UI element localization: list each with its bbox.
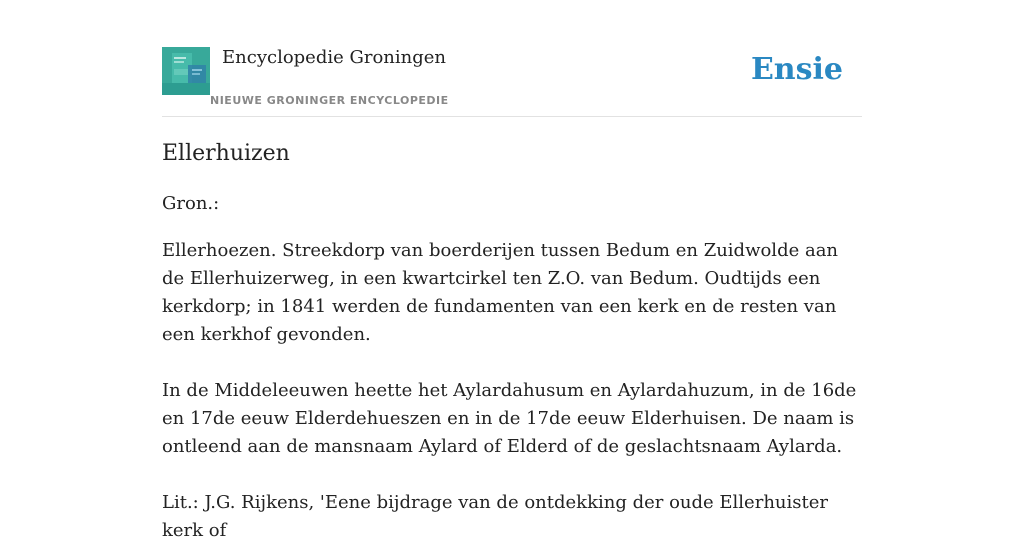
article-paragraph: Ellerhoezen. Streekdorp van boerderijen tussen Bedum en Zuidwolde aan de Ellerhuizerweg, in een kwartcirkel ten Z.O. van Bedum. Oudtijds een kerkdorp; in 1841 werden de fundamenten van een kerk en de resten van een kerkhof gevonden. (162, 240, 839, 345)
article-paragraph: Lit.: J.G. Rijkens, 'Eene bijdrage van de ontdekking der oude Ellerhuister kerk of (162, 492, 828, 541)
article (162, 138, 862, 545)
page-title: Ellerhuizen (162, 141, 290, 166)
ensie-logo-link[interactable]: Ensie (750, 52, 843, 87)
term-label: Gron.: (162, 193, 220, 214)
book-cover-icon[interactable] (162, 47, 210, 95)
site-title[interactable]: Encyclopedie Groningen (222, 47, 447, 68)
article-paragraph: In de Middeleeuwen heette het Aylardahusum en Aylardahuzum, in de 16de en 17de eeuw Elderdehueszen en in de 17de eeuw Elderhuisen. De naam is ontleend aan de mansnaam Aylard of Elderd of de geslachtsnaam Aylarda. (162, 380, 857, 457)
site-header (162, 46, 862, 117)
site-subtitle: NIEUWE GRONINGER ENCYCLOPEDIE (210, 94, 449, 107)
